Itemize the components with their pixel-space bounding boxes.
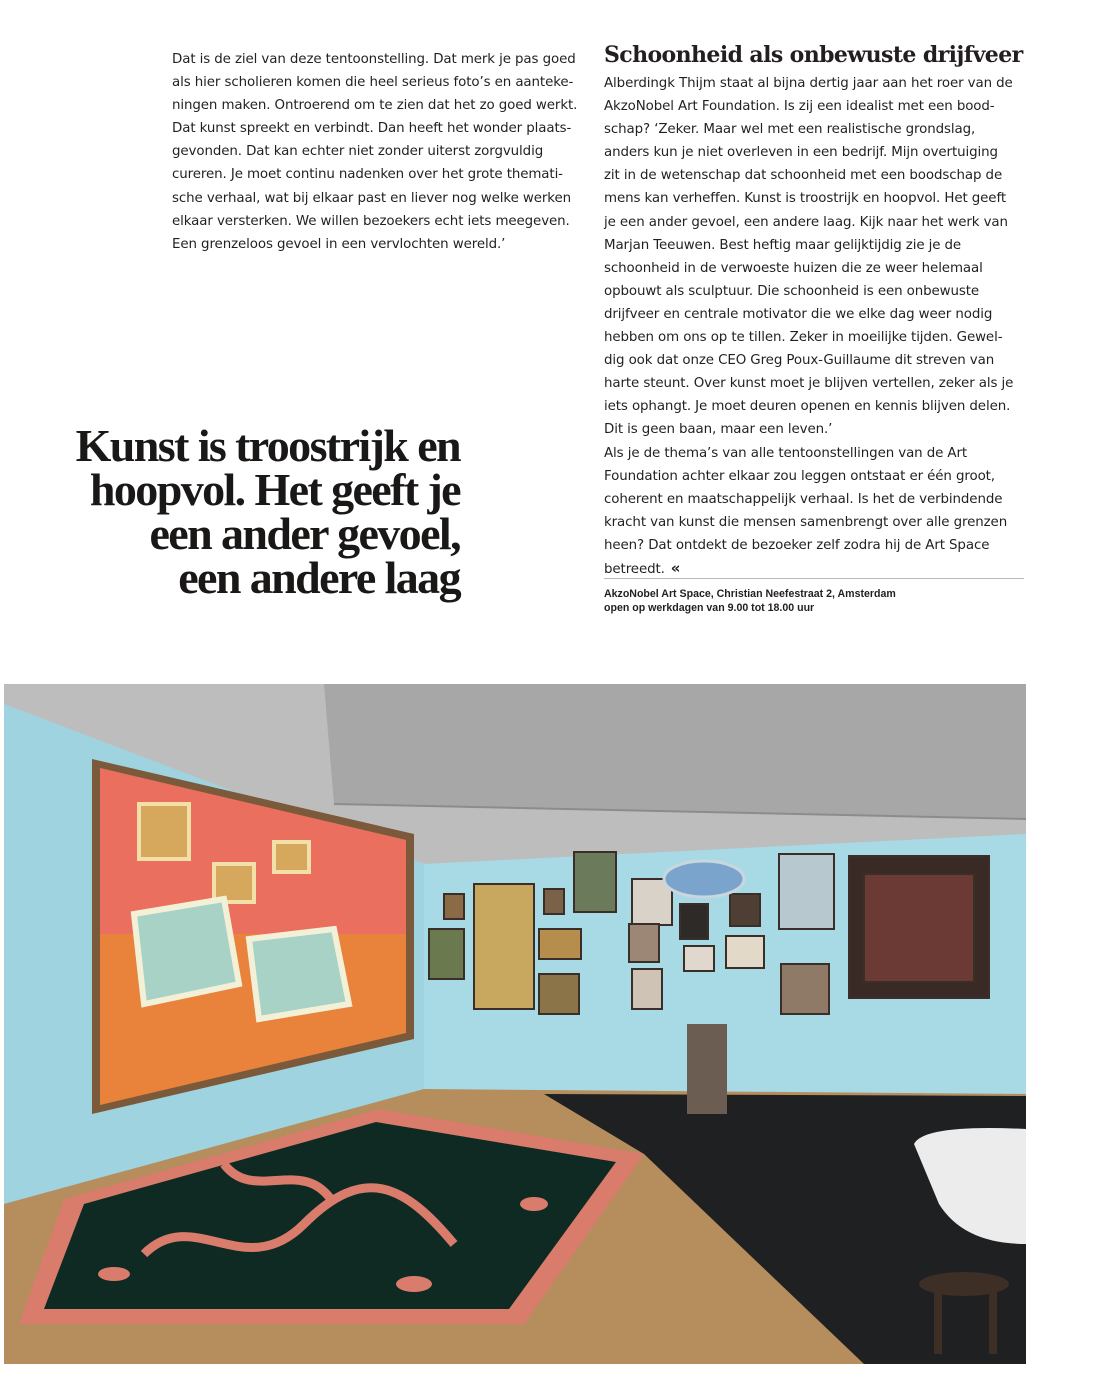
body-line: Dat kunst spreekt en verbindt. Dan heeft het wonder plaats- — [172, 121, 572, 137]
body-line: ningen maken. Ontroerend om te zien dat het zo goed werkt. — [172, 98, 578, 114]
body-line: als hier scholieren komen die heel serieus foto’s en aanteke- — [172, 75, 574, 91]
body-line: elkaar versterken. We willen bezoekers echt iets meegeven. — [172, 213, 570, 229]
body-line: Een grenzeloos gevoel in een vervlochten wereld.’ — [172, 236, 506, 252]
gallery-photo-icon — [4, 684, 1026, 1364]
caption-address: AkzoNobel Art Space, Christian Neefestraat 2, Amsterdam — [604, 588, 896, 600]
body-line: Als je de thema’s van alle tentoonstellingen van de Art — [604, 445, 968, 461]
body-line: sche verhaal, wat bij elkaar past en liever nog welke werken — [172, 190, 571, 206]
body-line: dig ook dat onze CEO Greg Poux-Guillaume dit streven van — [604, 353, 995, 369]
caption-hours: open op werkdagen van 9.00 tot 18.00 uur — [604, 602, 815, 614]
body-line: Dit is geen baan, maar een leven.’ — [604, 422, 833, 438]
body-line-text: betreedt. — [604, 561, 665, 577]
end-mark: « — [670, 558, 681, 577]
body-line: harte steunt. Over kunst moet je blijven vertellen, zeker als je — [604, 376, 1014, 392]
pull-quote — [40, 420, 460, 603]
body-line: je een ander gevoel, een andere laag. Kijk naar het werk van — [604, 214, 1008, 230]
pull-quote-line: Kunst is troostrijk en — [75, 420, 460, 471]
body-line: AkzoNobel Art Foundation. Is zij een idealist met een bood- — [604, 99, 995, 115]
body-line: Foundation achter elkaar zou leggen ontstaat er één groot, — [604, 468, 995, 484]
body-line: hebben om ons op te tillen. Zeker in moeilijke tijden. Gewel- — [604, 330, 1003, 346]
body-line: schoonheid in de verwoeste huizen die ze weer helemaal — [604, 260, 983, 276]
pull-quote-line: een ander gevoel, — [149, 508, 460, 559]
body-line: gevonden. Dat kan echter niet zonder uiterst zorgvuldig — [172, 144, 544, 160]
body-line: schap? ‘Zeker. Maar wel met een realistische grondslag, — [604, 122, 976, 138]
body-line: coherent en maatschappelijk verhaal. Is het de verbindende — [604, 491, 1003, 507]
right-text-column — [604, 40, 1034, 581]
section-heading: Schoonheid als onbewuste drijfveer — [604, 42, 1023, 68]
body-line: opbouwt als sculptuur. Die schoonheid is een onbewuste — [604, 283, 980, 299]
left-text-column — [172, 48, 592, 256]
location-caption — [604, 587, 1024, 615]
body-line: mens kan verheffen. Kunst is troostrijk en hoopvol. Het geeft — [604, 191, 1006, 207]
gallery-photo — [4, 684, 1026, 1364]
pull-quote-line: een andere laag — [178, 552, 460, 603]
body-line: anders kun je niet overleven in een bedrijf. Mijn overtuiging — [604, 145, 998, 161]
body-line: Alberdingk Thijm staat al bijna dertig jaar aan het roer van de — [604, 76, 1013, 91]
body-line: kracht van kunst die mensen samenbrengt over alle grenzen — [604, 514, 1008, 530]
body-line: zit in de wetenschap dat schoonheid met een boodschap de — [604, 168, 1003, 184]
caption-divider — [604, 578, 1024, 579]
body-line: Dat is de ziel van deze tentoonstelling. Dat merk je pas goed — [172, 52, 576, 67]
body-line: cureren. Je moet continu nadenken over het grote themati- — [172, 167, 563, 183]
body-line: Marjan Teeuwen. Best heftig maar gelijktijdig zie je de — [604, 237, 962, 253]
body-line: iets ophangt. Je moet deuren openen en kennis blijven delen. — [604, 399, 1011, 415]
body-line: heen? Dat ontdekt de bezoeker zelf zodra hij de Art Space — [604, 537, 990, 553]
body-line: drijfveer en centrale motivator die we elke dag weer nodig — [604, 306, 993, 322]
pull-quote-line: hoopvol. Het geeft je — [89, 464, 460, 515]
